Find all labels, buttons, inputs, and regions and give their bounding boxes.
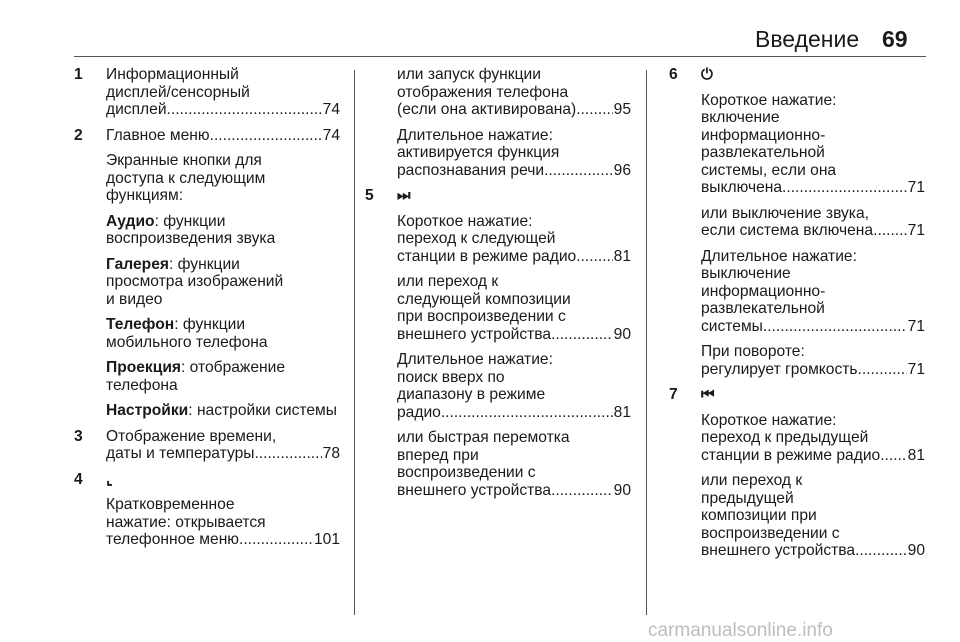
column-1 [74,66,340,557]
next-track-icon: ⏭ [397,187,411,204]
function-audio: Аудио: функции воспроизведения звука [106,212,276,247]
item-text: активируется функция [397,144,560,161]
legend-item-1 [74,66,340,119]
legend-item-6: 6 ⏻ Короткое нажатие: включение информационно- развлекательной системы, если она выключена ..... 71 или выключение звука, если система включена ..... 71 Длительное нажатие: выключение информационно- развлекательной системы ..... 71 При повороте: регулирует громкость ..... 71 [669,66,925,378]
item-number: 2 [74,126,83,144]
page-reference: станции в режиме радио ..... 81 [397,248,631,266]
previous-track-icon: ⏮ [701,386,715,403]
page-reference: телефонное меню ..... 101 [106,531,340,549]
column-divider-1 [354,70,355,615]
page-reference: Главное меню ..... 74 [106,127,340,145]
item-text: Информационный [106,66,239,83]
column-3 [669,66,925,568]
item-text: Длительное нажатие: [397,126,553,144]
header-divider [74,56,926,57]
page-reference: если система включена ..... 71 [701,222,925,240]
item-text: отображения телефона [397,83,569,101]
page-reference: внешнего устройства ..... 90 [701,542,925,560]
item-text: Экранные кнопки для [106,152,262,169]
item-number: 4 [74,470,83,488]
phone-icon: ⌞ [106,470,114,488]
column-divider-2 [646,70,647,615]
item-number: 1 [74,66,83,83]
item-text: нажатие: открывается [106,513,266,531]
watermark: carmanualsonline.info [648,620,833,641]
function-phone: Телефон: функции мобильного телефона [106,316,268,351]
page-reference: дисплей ..... 74 [106,101,340,119]
item-number: 3 [74,427,83,445]
item-number: 6 [669,66,678,83]
page-title: Введение [755,26,860,52]
page-reference: системы ..... 71 [701,318,925,336]
page-reference: регулирует громкость ..... 71 [701,361,925,379]
page-reference: внешнего устройства ..... 90 [397,482,631,500]
item-text: Кратковременное [106,496,235,513]
legend-item-3 [74,428,340,463]
item-text: функциям: [106,187,184,204]
item-number: 5 [365,187,374,204]
page-number: 69 [882,26,908,52]
page-reference: даты и температуры ..... 78 [106,445,340,463]
page-reference: (если она активирована) ..... 95 [397,101,631,119]
legend-item-2 [74,127,340,420]
item-text: доступа к следующим [106,169,266,187]
function-projection: Проекция: отображение телефона [106,359,286,394]
page-reference: внешнего устройства ..... 90 [397,326,631,344]
legend-item-5: 5 ⏭ Короткое нажатие: переход к следующей станции в режиме радио ..... 81 или переход к следующей композиции при воспроизведении с внешнего устройства ..... 90 Длительное нажатие: поиск вверх по диапазону в режиме радио ..... 81 или быстрая перемотка вперед при воспроизведении с внешнего устройства ..... 90 [365,187,631,499]
item-number: 7 [669,386,678,403]
page-header [0,26,960,56]
legend-item-7: 7 ⏮ Короткое нажатие: переход к предыдущей станции в режиме радио ..... 81 или переход к предыдущей композиции при воспроизведении с внешнего устройства ..... 90 [669,386,925,560]
page-reference: распознавания речи ..... 96 [397,162,631,180]
page-reference: радио ..... 81 [397,404,631,422]
function-gallery: Галерея: функции просмотра изображений и видео [106,255,284,308]
page-reference: выключена ..... 71 [701,179,925,197]
column-2 [365,66,631,507]
power-icon: ⏻ [701,66,713,83]
item-text: или запуск функции [397,66,541,83]
item-text: дисплей/сенсорный [106,83,250,101]
function-settings: Настройки: настройки системы [106,402,337,419]
item-text: Отображение времени, [106,427,277,445]
legend-item-4 [74,471,340,549]
page-reference: станции в режиме радио ..... 81 [701,447,925,465]
